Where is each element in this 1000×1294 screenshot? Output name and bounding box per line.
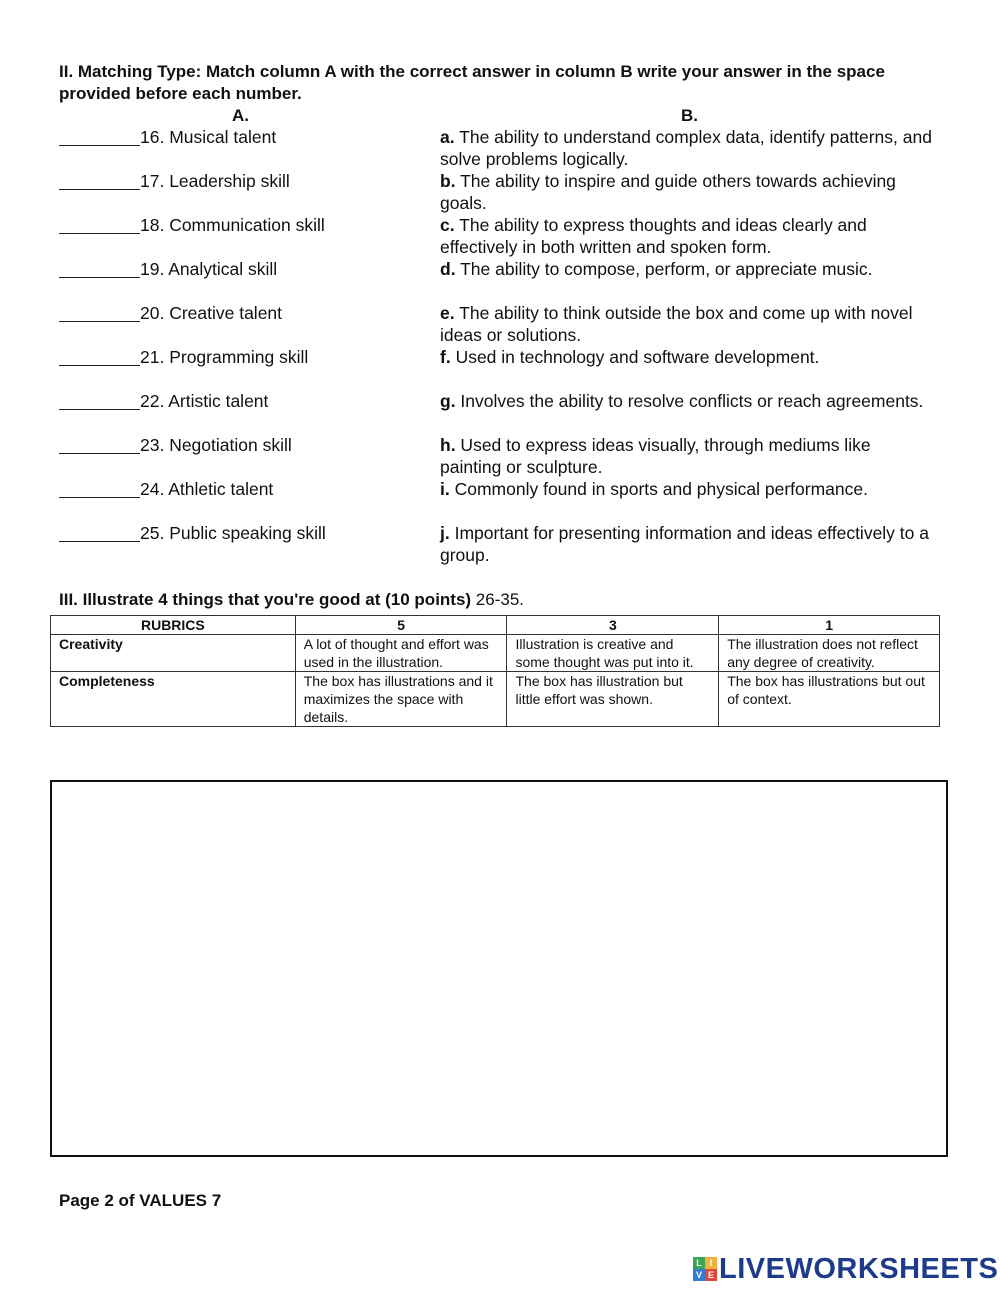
column-a-item: 23. Negotiation skill [140, 435, 292, 455]
answer-blank[interactable] [59, 126, 140, 146]
choice-text: The ability to think outside the box and come up with novel ideas or solutions. [440, 303, 913, 345]
rubric-header-row [51, 616, 940, 635]
column-b-item [440, 258, 935, 302]
answer-blank[interactable] [59, 522, 140, 542]
choice-letter: b. [440, 171, 456, 191]
page-footer: Page 2 of VALUES 7 [59, 1191, 222, 1210]
choice-letter: j. [440, 523, 450, 543]
choice-text: The ability to inspire and guide others towards achieving goals. [440, 171, 896, 213]
rubric-cell: The illustration does not reflect any degree of creativity. [719, 635, 940, 672]
rubric-row [51, 672, 940, 727]
brand-name: LIVEWORKSHEETS [719, 1253, 999, 1285]
matching-row [59, 390, 939, 434]
matching-row [59, 522, 939, 566]
matching-row [59, 478, 939, 522]
matching-row [59, 346, 939, 390]
column-b-item [440, 126, 935, 170]
answer-blank[interactable] [59, 346, 140, 366]
choice-text: Used in technology and software development. [450, 347, 820, 367]
logo-letter: V [693, 1269, 705, 1281]
answer-blank[interactable] [59, 478, 140, 498]
rubric-cell: A lot of thought and effort was used in the illustration. [295, 635, 507, 672]
choice-text: Commonly found in sports and physical performance. [449, 479, 868, 499]
column-a-item: 18. Communication skill [140, 215, 325, 235]
answer-blank[interactable] [59, 170, 140, 190]
column-a-item: 16. Musical talent [140, 127, 277, 147]
choice-letter: d. [440, 259, 456, 279]
section-3-title-range: 26-35. [471, 590, 525, 609]
choice-letter: e. [440, 303, 455, 323]
column-a-heading: A. [232, 106, 249, 125]
rubric-cell: Illustration is creative and some thought was put into it. [507, 635, 719, 672]
matching-list [59, 126, 939, 566]
column-b-item [440, 434, 935, 478]
logo-letter: E [705, 1269, 717, 1281]
illustration-box[interactable] [50, 780, 948, 1157]
choice-text: The ability to compose, perform, or appreciate music. [455, 259, 873, 279]
choice-letter: g. [440, 391, 456, 411]
column-a-item: 25. Public speaking skill [140, 523, 326, 543]
brand-logo-icon [693, 1257, 717, 1281]
matching-row [59, 214, 939, 258]
choice-text: Important for presenting information and ideas effectively to a group. [440, 523, 929, 565]
rubric-table [50, 615, 940, 727]
answer-blank[interactable] [59, 214, 140, 234]
column-a-item: 21. Programming skill [140, 347, 309, 367]
column-b-item [440, 170, 935, 214]
rubric-cell: The box has illustration but little effort was shown. [507, 672, 719, 727]
column-b-item [440, 390, 935, 434]
column-b-item [440, 346, 935, 390]
answer-blank[interactable] [59, 390, 140, 410]
choice-letter: f. [440, 347, 451, 367]
section-2-title: II. Matching Type: Match column A with the correct answer in column B write your answer in the space provided before each number. [59, 62, 885, 103]
logo-letter: I [705, 1257, 717, 1269]
choice-text: The ability to understand complex data, identify patterns, and solve problems logically. [440, 127, 932, 169]
matching-row [59, 434, 939, 478]
choice-letter: c. [440, 215, 455, 235]
matching-row [59, 126, 939, 170]
matching-row [59, 302, 939, 346]
choice-letter: a. [440, 127, 455, 147]
column-b-item [440, 478, 935, 522]
choice-text: The ability to express thoughts and ideas clearly and effectively in both written and spoken form. [440, 215, 867, 257]
answer-blank[interactable] [59, 258, 140, 278]
choice-text: Used to express ideas visually, through mediums like painting or sculpture. [440, 435, 871, 477]
rubric-criterion: Creativity [51, 635, 296, 672]
choice-letter: i. [440, 479, 450, 499]
column-a-item: 20. Creative talent [140, 303, 283, 323]
answer-blank[interactable] [59, 434, 140, 454]
rubric-cell: The box has illustrations but out of context. [719, 672, 940, 727]
choice-letter: h. [440, 435, 456, 455]
section-3-title-bold: III. Illustrate 4 things that you're good at (10 points) [59, 590, 472, 609]
rubric-cell: The box has illustrations and it maximizes the space with details. [295, 672, 507, 727]
column-b-heading: B. [681, 106, 698, 125]
choice-text: Involves the ability to resolve conflicts or reach agreements. [455, 391, 924, 411]
matching-row [59, 258, 939, 302]
column-b-item [440, 302, 935, 346]
rubric-header-cell: 1 [719, 616, 940, 635]
column-a-item: 19. Analytical skill [140, 259, 278, 279]
brand-mark [693, 1254, 998, 1284]
rubric-header-cell: RUBRICS [51, 616, 296, 635]
rubric-criterion: Completeness [51, 672, 296, 727]
column-a-item: 22. Artistic talent [140, 391, 269, 411]
matching-row [59, 170, 939, 214]
logo-letter: L [693, 1257, 705, 1269]
column-b-item [440, 214, 935, 258]
rubric-header-cell: 5 [295, 616, 507, 635]
column-b-item [440, 522, 935, 566]
section-3-title [59, 589, 524, 611]
rubric-header-cell: 3 [507, 616, 719, 635]
column-a-item: 24. Athletic talent [140, 479, 274, 499]
column-a-item: 17. Leadership skill [140, 171, 290, 191]
answer-blank[interactable] [59, 302, 140, 322]
rubric-row [51, 635, 940, 672]
